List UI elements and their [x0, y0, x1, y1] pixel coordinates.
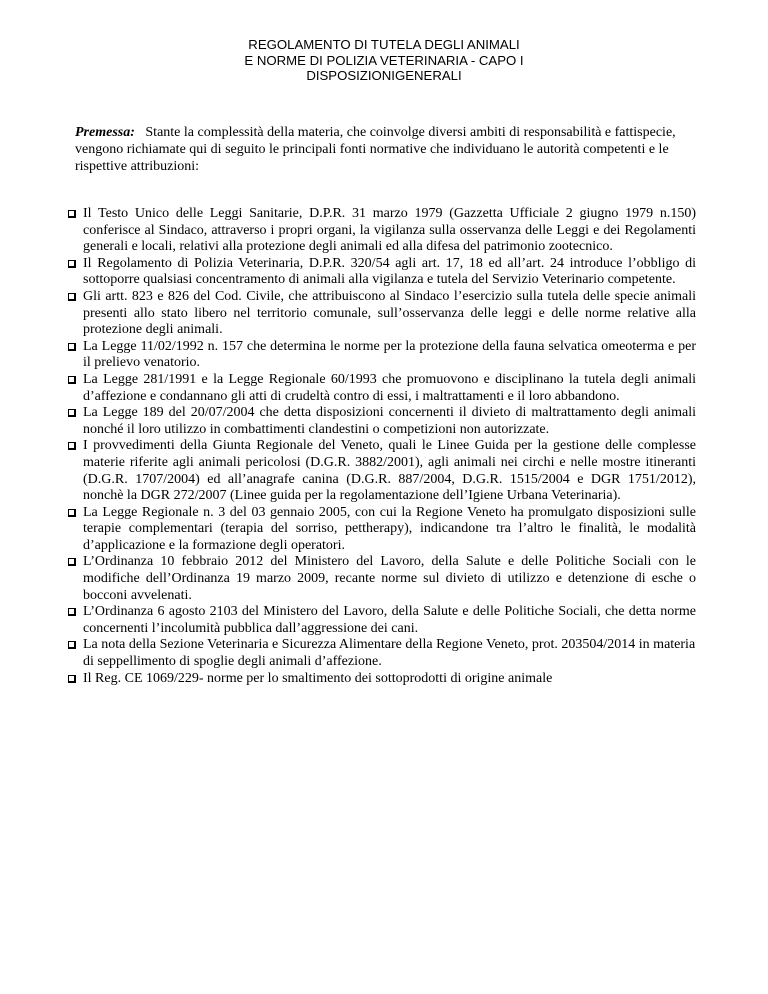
- checkbox-bullet-icon: [68, 210, 75, 217]
- list-item: [68, 604, 696, 637]
- checkbox-bullet-icon: [68, 409, 75, 416]
- title-line-2: E NORME DI POLIZIA VETERINARIA - CAPO I: [244, 52, 524, 68]
- normative-sources-list: [68, 206, 696, 687]
- list-item: [68, 206, 696, 256]
- checkbox-bullet-icon: [68, 260, 75, 267]
- checkbox-bullet-icon: [68, 442, 75, 449]
- list-item: [68, 289, 696, 339]
- list-item-text: L’Ordinanza 10 febbraio 2012 del Ministero del Lavoro, della Salute e delle Politiche Sociali con le modifiche dell’Ordinanza 19 marzo 2009, recante norme sul divieto di utilizzo e detenzione di esche o bocconi avvelenati.: [83, 554, 696, 603]
- list-item: [68, 372, 696, 405]
- premessa-paragraph: [75, 124, 695, 175]
- list-item-text: Il Testo Unico delle Leggi Sanitarie, D.P.R. 31 marzo 1979 (Gazzetta Ufficiale 2 giugno 1979 n.150) conferisce al Sindaco, attraverso i propri organi, la vigilanza sulla osservanza delle Leggi e dei Regolamenti generali e locali, relativi alla protezione degli animali ed alla difesa del patrimonio zootecnico.: [83, 206, 696, 255]
- checkbox-bullet-icon: [68, 293, 75, 300]
- title-line-3: DISPOSIZIONIGENERALI: [306, 68, 462, 83]
- checkbox-bullet-icon: [68, 376, 75, 383]
- checkbox-bullet-icon: [68, 675, 75, 682]
- list-item: [68, 405, 696, 438]
- checkbox-bullet-icon: [68, 509, 75, 516]
- title-line-1: REGOLAMENTO DI TUTELA DEGLI ANIMALI: [248, 37, 520, 52]
- list-item-text: La Legge 189 del 20/07/2004 che detta disposizioni concernenti il divieto di maltrattamento degli animali nonché il loro utilizzo in combattimenti clandestini o competizioni non autorizzate.: [83, 405, 696, 437]
- list-item: [68, 256, 696, 289]
- list-item-text: I provvedimenti della Giunta Regionale del Veneto, quali le Linee Guida per la gestione delle complesse materie riferite agli animali pericolosi (D.G.R. 3882/2001), agli animali nei circhi e nelle mostre itineranti (D.G.R. 1707/2004) ed all’anagrafe canina (D.G.R. 887/2004, D.G.R. 1515/2004 e DGR 1751/2012), nonchè la DGR 272/2007 (Linee guida per la regolamentazione dell’Igiene Urbana Veterinaria).: [83, 438, 696, 504]
- list-item-text: La Legge Regionale n. 3 del 03 gennaio 2005, con cui la Regione Veneto ha promulgato disposizioni sulle terapie complementari (terapia del sorriso, pettherapy), indicandone tra l’altro le finalità, le modalità d’applicazione e la formazione degli operatori.: [83, 504, 696, 553]
- list-item: [68, 637, 696, 670]
- list-item-text: La Legge 281/1991 e la Legge Regionale 60/1993 che promuovono e disciplinano la tutela degli animali d’affezione e condannano gli atti di crudeltà contro di essi, i maltrattamenti e il loro abbandono.: [83, 371, 696, 404]
- list-item-text: Il Reg. CE 1069/229- norme per lo smaltimento dei sottoprodotti di origine animale: [83, 670, 553, 686]
- checkbox-bullet-icon: [68, 608, 75, 615]
- list-item-text: La nota della Sezione Veterinaria e Sicurezza Alimentare della Regione Veneto, prot. 203504/2014 in materia di seppellimento di spoglie degli animali d’affezione.: [83, 637, 696, 670]
- list-item: [68, 554, 696, 604]
- list-item-text: Gli artt. 823 e 826 del Cod. Civile, che attribuiscono al Sindaco l’esercizio sulla tutela delle specie animali presenti allo stato libero nel territorio comunale, sull’osservanza delle leggi e delle norme relative alla protezione degli animali.: [83, 288, 696, 338]
- list-item-text: Il Regolamento di Polizia Veterinaria, D.P.R. 320/54 agli art. 17, 18 ed all’art. 24 introduce l’obbligo di sottoporre qualsiasi concentramento di animali alla vigilanza e tutela del Servizio Veterinario competente.: [83, 255, 696, 288]
- page-title: [0, 37, 768, 84]
- checkbox-bullet-icon: [68, 343, 75, 350]
- checkbox-bullet-icon: [68, 558, 75, 565]
- list-item: [68, 505, 696, 555]
- premessa-text: Stante la complessità della materia, che coinvolge diversi ambiti di responsabilità e fattispecie, vengono richiamate qui di seguito le principali fonti normative che individuano le autorità competenti e le rispettive attribuzioni:: [75, 125, 676, 174]
- premessa-label: Premessa:: [75, 125, 135, 140]
- list-item: [68, 438, 696, 504]
- list-item-text: La Legge 11/02/1992 n. 157 che determina le norme per la protezione della fauna selvatica omeoterma e per il prelievo venatorio.: [83, 338, 696, 371]
- list-item: [68, 339, 696, 372]
- checkbox-bullet-icon: [68, 641, 75, 648]
- list-item-text: L’Ordinanza 6 agosto 2103 del Ministero del Lavoro, della Salute e delle Politiche Sociali, che detta norme concernenti l’incolumità pubblica dall’aggressione dei cani.: [83, 604, 696, 636]
- list-item: [68, 671, 696, 688]
